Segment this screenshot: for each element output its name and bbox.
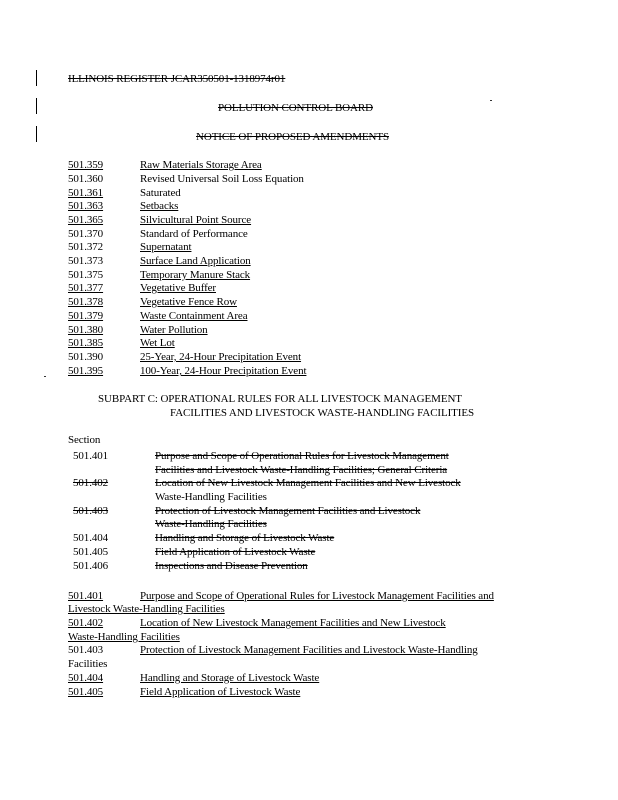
new-section-num: 501.403 <box>68 644 104 656</box>
new-section-num: 501.405 <box>68 686 104 698</box>
subpart-heading-line1: SUBPART C: OPERATIONAL RULES FOR ALL LIVESTOCK MANAGEMENT <box>98 393 462 405</box>
definition-row: 501.375 Temporary Manure Stack <box>68 269 251 281</box>
definition-row: 501.359 Raw Materials Storage Area <box>68 159 262 171</box>
register-line: ILLINOIS REGISTER JCAR350501-1318974r01 <box>68 73 286 85</box>
old-section-num: 501.404 <box>73 532 109 544</box>
new-section-title: Location of New Livestock Management Facilities and New Livestock <box>140 617 446 629</box>
definition-row: 501.385 Wet Lot <box>68 337 175 349</box>
new-section-title: Purpose and Scope of Operational Rules for Livestock Management Facilities and <box>140 590 494 602</box>
old-section-num: 501.402 <box>73 477 109 489</box>
old-section-title: Purpose and Scope of Operational Rules for Livestock Management <box>155 450 449 462</box>
new-section-title: Protection of Livestock Management Facilities and Livestock Waste-Handling <box>140 644 478 656</box>
old-section-title-cont: Waste-Handling Facilities <box>155 518 267 530</box>
definition-row: 501.380 Water Pollution <box>68 324 208 336</box>
definition-row: 501.395 100-Year, 24-Hour Precipitation Event <box>68 365 307 377</box>
new-section-num: 501.402 <box>68 617 104 629</box>
old-section-num: 501.401 <box>73 450 109 462</box>
definition-row: 501.390 25-Year, 24-Hour Precipitation Event <box>68 351 302 363</box>
agency-title: POLLUTION CONTROL BOARD <box>218 102 373 114</box>
old-section-title: Handling and Storage of Livestock Waste <box>155 532 335 544</box>
definition-row: 501.372 Supernatant <box>68 241 192 253</box>
definition-row: 501.360 Revised Universal Soil Loss Equation <box>68 173 304 185</box>
definition-row: 501.378 Vegetative Fence Row <box>68 296 237 308</box>
old-section-title-cont: Facilities and Livestock Waste-Handling Facilities; General Criteria <box>155 464 448 476</box>
section-label: Section <box>68 434 101 446</box>
revision-bar <box>36 98 37 114</box>
new-section-title-cont: Waste-Handling Facilities <box>68 631 180 643</box>
new-section-title: Handling and Storage of Livestock Waste <box>140 672 320 684</box>
scan-speck <box>44 376 46 377</box>
revision-bar <box>36 126 37 142</box>
new-section-num: 501.401 <box>68 590 104 602</box>
definition-row: 501.377 Vegetative Buffer <box>68 282 216 294</box>
definition-row: 501.373 Surface Land Application <box>68 255 251 267</box>
definition-row: 501.363 Setbacks <box>68 200 179 212</box>
old-section-title-cont: Waste-Handling Facilities <box>155 491 267 503</box>
old-section-num: 501.406 <box>73 560 109 572</box>
old-section-title: Inspections and Disease Prevention <box>155 560 308 572</box>
new-section-title-cont: Livestock Waste-Handling Facilities <box>68 603 225 615</box>
new-section-title: Field Application of Livestock Waste <box>140 686 301 698</box>
notice-title: NOTICE OF PROPOSED AMENDMENTS <box>196 131 389 143</box>
definition-row: 501.370 Standard of Performance <box>68 228 248 240</box>
revision-bar <box>36 70 37 86</box>
new-section-title-cont: Facilities <box>68 658 108 670</box>
new-section-num: 501.404 <box>68 672 104 684</box>
definition-row: 501.379 Waste Containment Area <box>68 310 248 322</box>
old-section-title: Protection of Livestock Management Facilities and Livestock <box>155 505 421 517</box>
definition-row: 501.361 Saturated <box>68 187 181 199</box>
old-section-title: Field Application of Livestock Waste <box>155 546 316 558</box>
old-section-title: Location of New Livestock Management Facilities and New Livestock <box>155 477 461 489</box>
definition-row: 501.365 Silvicultural Point Source <box>68 214 252 226</box>
old-section-num: 501.403 <box>73 505 109 517</box>
scan-speck <box>490 100 492 101</box>
old-section-num: 501.405 <box>73 546 109 558</box>
subpart-heading-line2: FACILITIES AND LIVESTOCK WASTE-HANDLING FACILITIES <box>170 407 474 419</box>
